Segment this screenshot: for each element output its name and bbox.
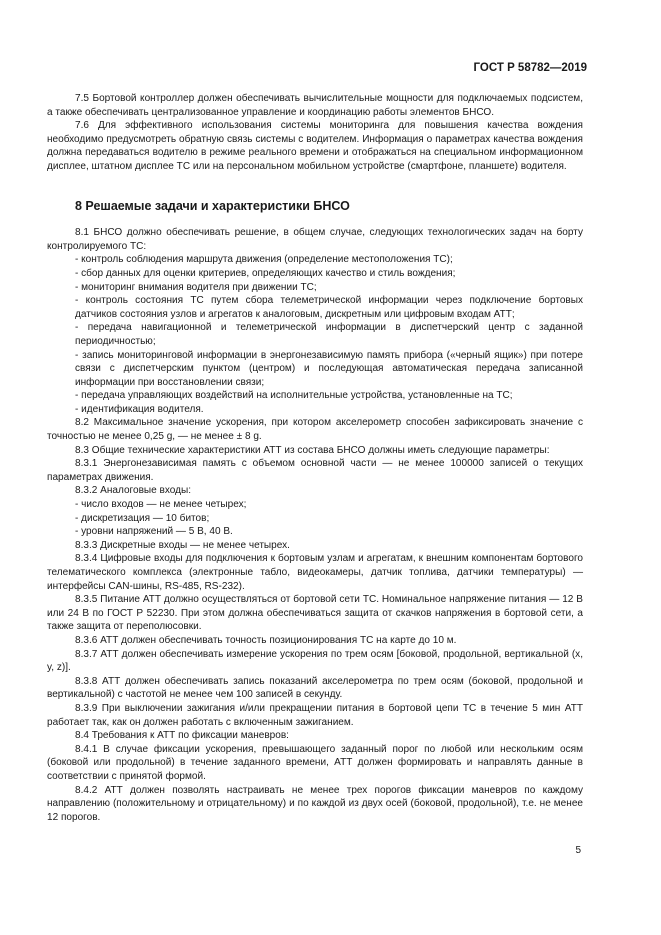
- list-item: - сбор данных для оценки критериев, определяющих качество и стиль вождения;: [47, 267, 583, 281]
- list-item: - контроль соблюдения маршрута движения (определение местоположения ТС);: [47, 253, 583, 267]
- paragraph: 8.2 Максимальное значение ускорения, при котором акселерометр способен зафиксировать значение с точностью не менее 0,25 g, — не менее ± 8 g.: [47, 417, 583, 443]
- list-item: - запись мониторинговой информации в энергонезависимую память прибора («черный ящик») при потере связи с диспетчерским пунктом (центром) и последующая автоматическая передача записанной информации при восстановлении связи;: [47, 349, 583, 390]
- list-item: - контроль состояния ТС путем сбора телеметрической информации через подключение бортовых датчиков состояния узлов и агрегатов к аналоговым, дискретным или цифровым входам АТТ;: [47, 294, 583, 321]
- paragraph: 8.4.2 АТТ должен позволять настраивать не менее трех порогов фиксации маневров по каждому направлению (положительному и отрицательному) и по каждой из двух осей (боковой, продольной), т.е. не менее 12 порогов.: [47, 784, 583, 823]
- page-number: 5: [575, 845, 581, 856]
- paragraph: 8.4 Требования к АТТ по фиксации маневров:: [75, 730, 289, 742]
- list-item: - идентификация водителя.: [47, 403, 583, 417]
- paragraph: 8.3.9 При выключении зажигания и/или прекращении питания в бортовой цепи ТС в течение 5 мин АТТ работает так, как он должен работать с включенным зажиганием.: [47, 702, 583, 728]
- paragraph: 8.3 Общие технические характеристики АТТ из состава БНСО должны иметь следующие параметры:: [75, 444, 550, 456]
- paragraph: 8.3.4 Цифровые входы для подключения к бортовым узлам и агрегатам, к внешним компонентам бортового телематического комплекса (электронные табло, видеокамеры, датчик топлива, датчики температуры) — интерфейсы CAN-шины, RS-485, RS-232).: [47, 553, 583, 592]
- paragraph: 8.3.3 Дискретные входы — не менее четырех.: [75, 539, 290, 551]
- paragraph: 8.3.8 АТТ должен обеспечивать запись показаний акселерометра по трем осям (боковой, продольной и вертикальной) с частотой не менее чем 100 записей в секунду.: [47, 675, 583, 701]
- list-item: - уровни напряжений — 5 В, 40 В.: [47, 525, 583, 539]
- list-item: - число входов — не менее четырех;: [47, 498, 583, 512]
- paragraph: 8.3.7 АТТ должен обеспечивать измерение ускорения по трем осям [боковой, продольной, вертикальной (x, y, z)].: [47, 648, 583, 674]
- paragraph: 8.3.1 Энергонезависимая память с объемом основной части — не менее 100000 записей о текущих параметрах движения.: [47, 458, 583, 483]
- list-item: - передача навигационной и телеметрической информации в диспетчерский центр с заданной периодичностью;: [47, 321, 583, 348]
- standard-number: ГОСТ Р 58782—2019: [473, 62, 587, 74]
- list-item: - мониторинг внимания водителя при движении ТС;: [47, 281, 583, 295]
- document-body: [47, 92, 583, 824]
- list-item: - передача управляющих воздействий на исполнительные устройства, установленные на ТС;: [47, 389, 583, 403]
- paragraph: 8.1 БНСО должно обеспечивать решение, в общем случае, следующих технологических задач на борту контролируемого ТС:: [47, 227, 583, 252]
- paragraph: 7.5 Бортовой контроллер должен обеспечивать вычислительные мощности для подключаемых подсистем, а также обеспечивать централизованное управление и координацию работы элементов БНСО.: [47, 93, 583, 118]
- paragraph: 8.3.5 Питание АТТ должно осуществляться от бортовой сети ТС. Номинальное напряжение питания — 12 В или 24 В по ГОСТ Р 52230. При этом должна обеспечиваться защита от скачков напряжения в бортовой сети, а также защита от переполюсовки.: [47, 594, 583, 633]
- section-body: [47, 226, 583, 824]
- paragraph: 7.6 Для эффективного использования системы мониторинга для повышения качества вождения необходимо предусмотреть обратную связь системы с водителем. Информация о параметрах качества вождения должна передаваться водителю в режиме реального времени и отображаться на специальном информационном дисплее, штатном дисплее ТС или на персональном мобильном устройстве (смартфоне, планшете) водителя.: [47, 120, 583, 172]
- paragraph: 8.4.1 В случае фиксации ускорения, превышающего заданный порог по любой или нескольким осям (боковой или продольной) в течение заданного времени, АТТ должен формировать и направлять данные в соответствии с принятой формой.: [47, 743, 583, 782]
- list-item: - дискретизация — 10 битов;: [47, 512, 583, 526]
- paragraph: 8.3.2 Аналоговые входы:: [75, 485, 191, 497]
- paragraph: 8.3.6 АТТ должен обеспечивать точность позиционирования ТС на карте до 10 м.: [75, 634, 457, 646]
- section-heading: 8 Решаемые задачи и характеристики БНСО: [75, 198, 350, 213]
